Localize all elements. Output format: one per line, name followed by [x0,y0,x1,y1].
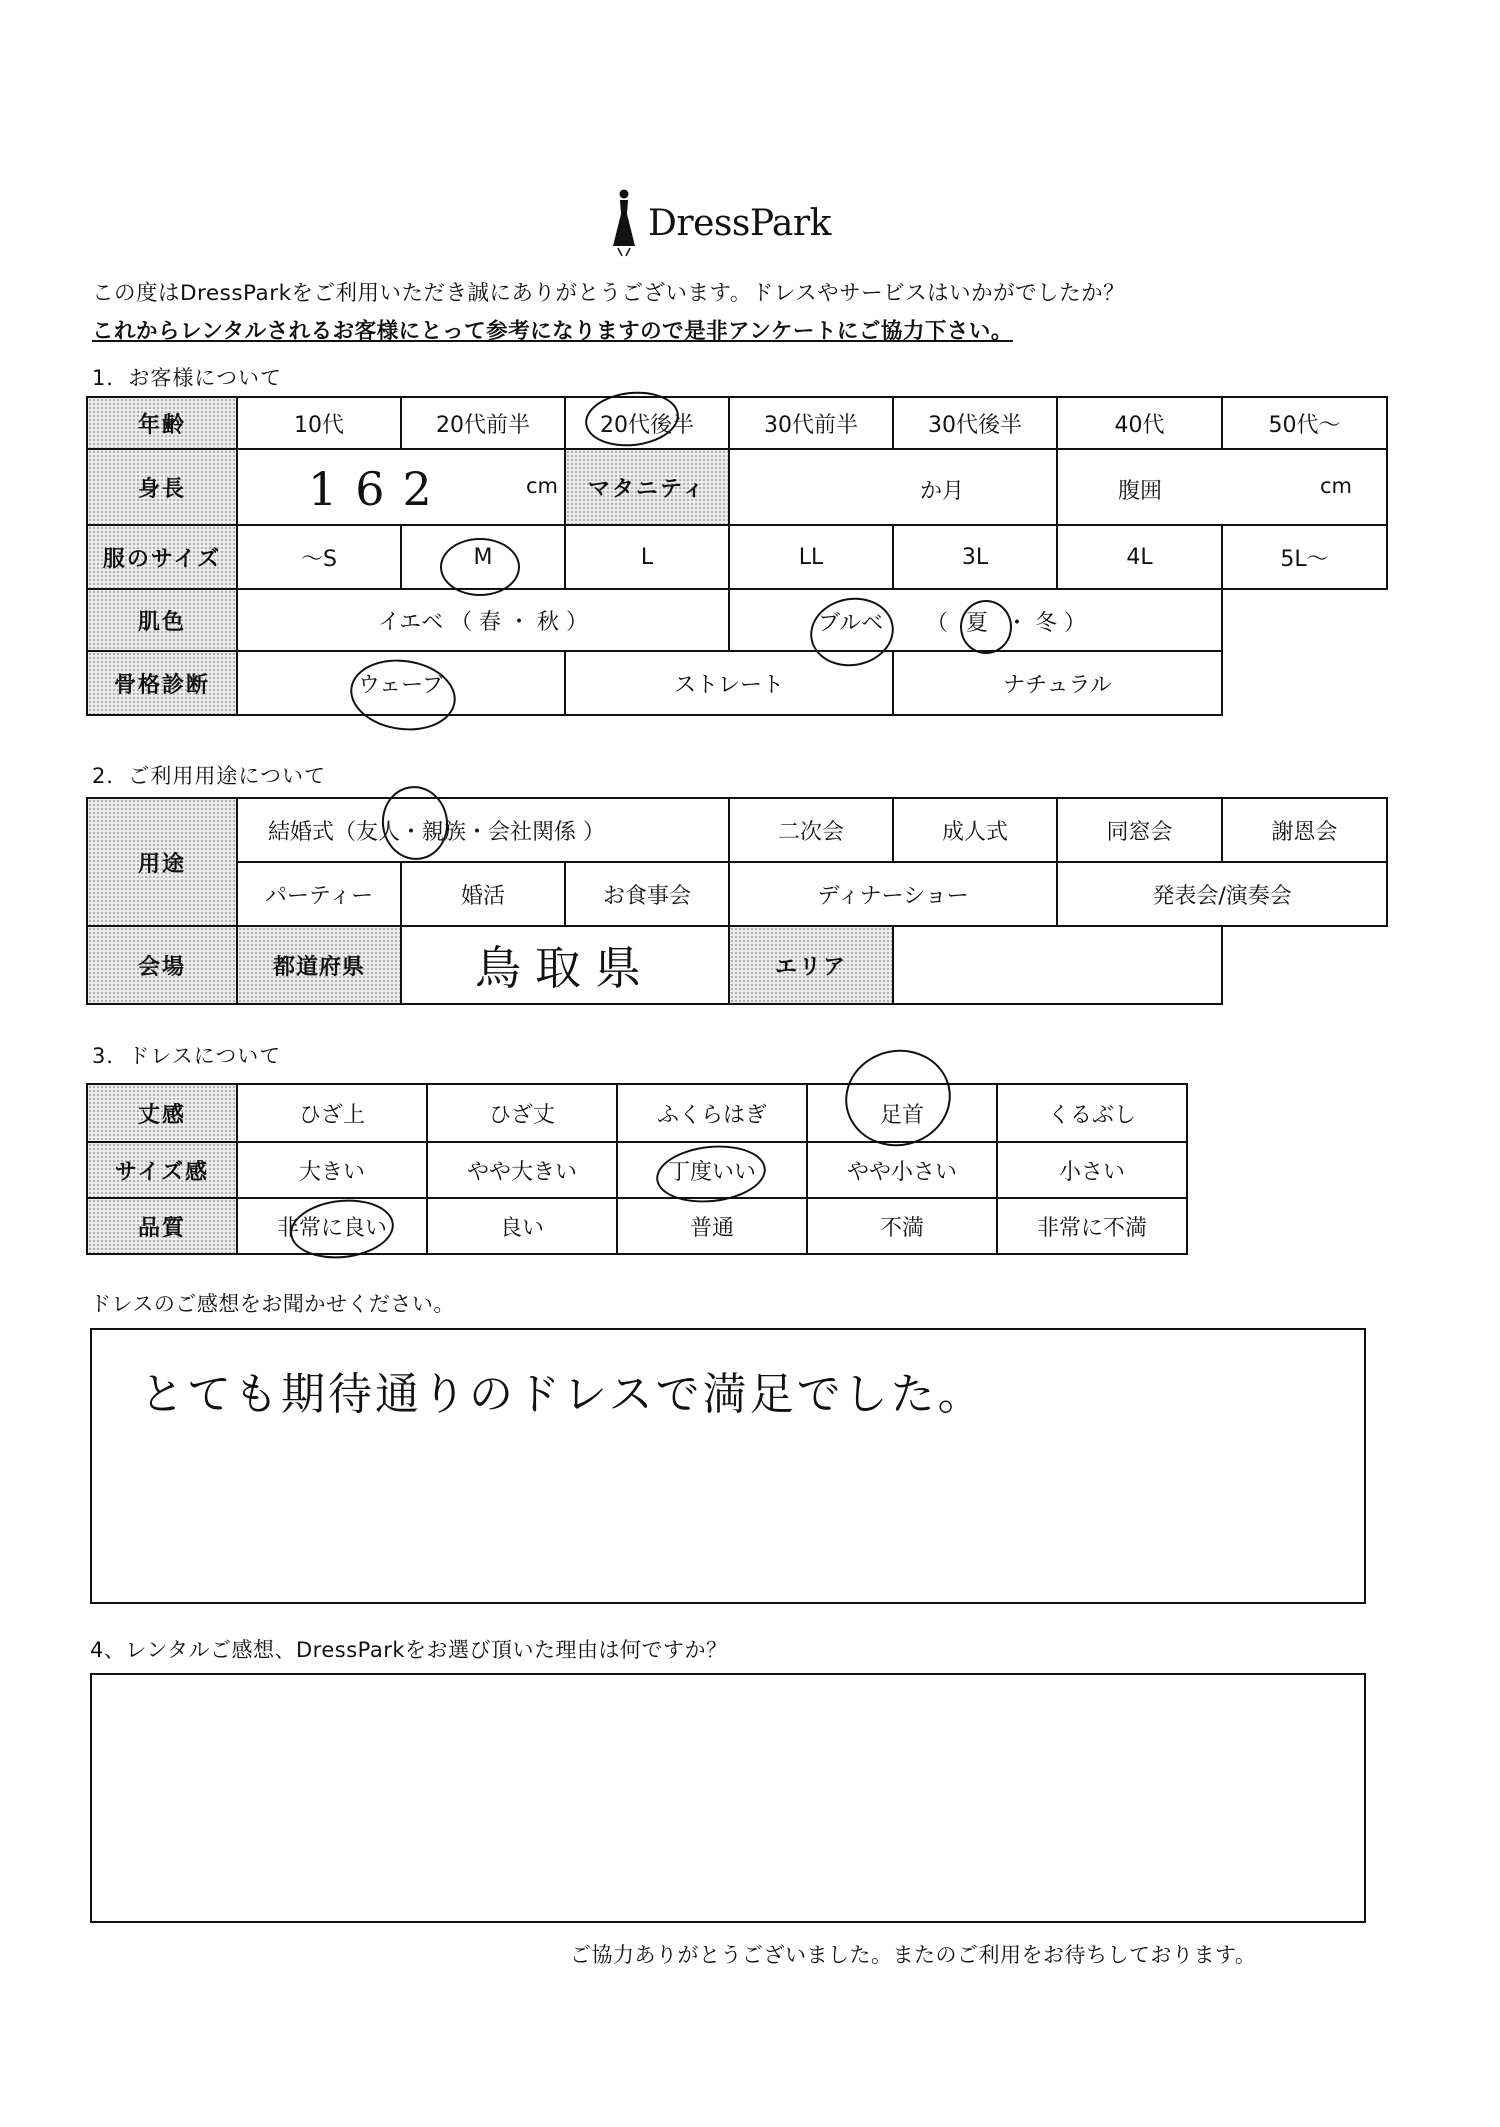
frame-option[interactable]: ストレート [565,651,893,715]
usage-row-1 [87,798,1387,862]
fit-option[interactable]: やや大きい [427,1142,617,1198]
section4-title: 4、レンタルご感想、DressParkをお選び頂いた理由は何ですか？ [90,1638,728,1662]
reason-box[interactable] [90,1673,1366,1923]
usage-option[interactable]: 二次会 [729,798,893,862]
prefecture-field[interactable] [401,926,729,1004]
wedding-rest: ・親族・会社関係 ） [400,819,606,845]
fit-row [87,1142,1187,1198]
length-option[interactable]: くるぶし [997,1084,1187,1142]
waist-field[interactable] [1057,449,1387,525]
venue-row [87,926,1387,1004]
quality-label: 品質 [87,1198,237,1254]
usage-option[interactable]: 発表会/演奏会 [1057,862,1387,926]
usage-option[interactable]: 成人式 [893,798,1057,862]
age-option[interactable]: 40代 [1057,397,1222,449]
quality-row [87,1198,1187,1254]
usage-row-2 [87,862,1387,926]
length-option[interactable]: ひざ上 [237,1084,427,1142]
size-label: 服のサイズ [87,525,237,589]
size-option[interactable]: 4L [1057,525,1222,589]
height-unit: cm [525,474,558,498]
area-label: エリア [729,926,893,1004]
fit-label: サイズ感 [87,1142,237,1198]
age-option[interactable]: 50代～ [1222,397,1387,449]
skin-blue-option[interactable] [729,589,1222,651]
skin-blue-rest: ・ 冬 ） [1006,611,1086,636]
age-option-selected[interactable]: 20代後半 [565,397,729,449]
purpose-label: 用途 [87,798,237,926]
usage-option[interactable]: パーティー [237,862,401,926]
size-option[interactable]: 3L [893,525,1057,589]
wedding-prefix: 結婚式（ [268,819,357,845]
usage-option[interactable]: 婚活 [401,862,565,926]
frame-option-selected[interactable]: ウェーブ [237,651,565,715]
dress-table [86,1083,1188,1255]
waist-unit: cm [1320,474,1353,498]
height-label: 身長 [87,449,237,525]
skin-label: 肌色 [87,589,237,651]
empty-cell [1222,589,1387,651]
intro-request: これからレンタルされるお客様にとって参考になりますので是非アンケートにご協力下さい。 [92,319,1013,344]
size-option[interactable]: ～S [237,525,401,589]
comment-text: とても期待通りのドレスで満足でした。 [140,1369,985,1420]
size-option-selected[interactable]: M [401,525,565,589]
months-unit: か月 [920,479,965,504]
age-option[interactable]: 30代前半 [729,397,893,449]
skin-blue-summer: 夏 [966,611,989,636]
age-row [87,397,1387,449]
venue-label: 会場 [87,926,237,1004]
comment-prompt: ドレスのご感想をお聞かせください。 [90,1292,455,1316]
quality-option[interactable]: 不満 [807,1198,997,1254]
size-option[interactable]: LL [729,525,893,589]
fit-option[interactable]: 小さい [997,1142,1187,1198]
length-option-selected[interactable]: 足首 [807,1084,997,1142]
dresspark-logo [610,183,910,263]
size-option[interactable]: 5L～ [1222,525,1387,589]
quality-option-selected[interactable]: 非常に良い [237,1198,427,1254]
prefecture-value: 鳥取県 [475,941,656,995]
quality-option[interactable]: 良い [427,1198,617,1254]
maternity-months-field[interactable] [729,449,1057,525]
waist-label: 腹囲 [1118,479,1163,504]
age-option[interactable]: 30代後半 [893,397,1057,449]
wedding-option[interactable] [237,798,729,862]
height-field[interactable] [237,449,565,525]
length-row [87,1084,1187,1142]
customer-table [86,396,1388,716]
length-option[interactable]: ひざ丈 [427,1084,617,1142]
brand-name: DressPark [648,202,831,244]
skin-row [87,589,1387,651]
height-row [87,449,1387,525]
area-field[interactable] [893,926,1222,1004]
footer-thanks: ご協力ありがとうございました。またのご利用をお待ちしております。 [570,1943,1257,1967]
skin-blue-label: ブルベ [818,611,884,636]
skin-blue-open: （ [926,611,949,636]
dress-icon [610,188,638,258]
section1-title: 1．お客様について [92,366,282,390]
length-option[interactable]: ふくらはぎ [617,1084,807,1142]
comment-box[interactable] [90,1328,1366,1604]
fit-option[interactable]: やや小さい [807,1142,997,1198]
usage-option[interactable]: 同窓会 [1057,798,1222,862]
fit-option-selected[interactable]: 丁度いい [617,1142,807,1198]
section2-title: 2．ご利用用途について [92,764,326,788]
length-label: 丈感 [87,1084,237,1142]
usage-option[interactable]: ディナーショー [729,862,1057,926]
height-value: 162 [308,462,450,516]
prefecture-label: 都道府県 [237,926,401,1004]
section3-title: 3．ドレスについて [92,1044,282,1068]
fit-option[interactable]: 大きい [237,1142,427,1198]
maternity-label: マタニティ [565,449,729,525]
usage-option[interactable]: お食事会 [565,862,729,926]
usage-table [86,797,1388,1005]
skin-yellow-option[interactable]: イエベ （ 春 ・ 秋 ） [237,589,729,651]
size-option[interactable]: L [565,525,729,589]
size-row [87,525,1387,589]
age-option[interactable]: 20代前半 [401,397,565,449]
frame-label: 骨格診断 [87,651,237,715]
frame-row [87,651,1387,715]
intro-text: この度はDressParkをご利用いただき誠にありがとうございます。ドレスやサービスはいかがでしたか？ [92,281,1126,306]
empty-cell [1222,651,1387,715]
quality-option[interactable]: 非常に不満 [997,1198,1187,1254]
quality-option[interactable]: 普通 [617,1198,807,1254]
wedding-friend-selected[interactable]: 友人 [356,819,401,845]
frame-option[interactable]: ナチュラル [893,651,1222,715]
usage-option[interactable]: 謝恩会 [1222,798,1387,862]
age-label: 年齢 [87,397,237,449]
age-option[interactable]: 10代 [237,397,401,449]
empty-cell [1222,926,1387,1004]
